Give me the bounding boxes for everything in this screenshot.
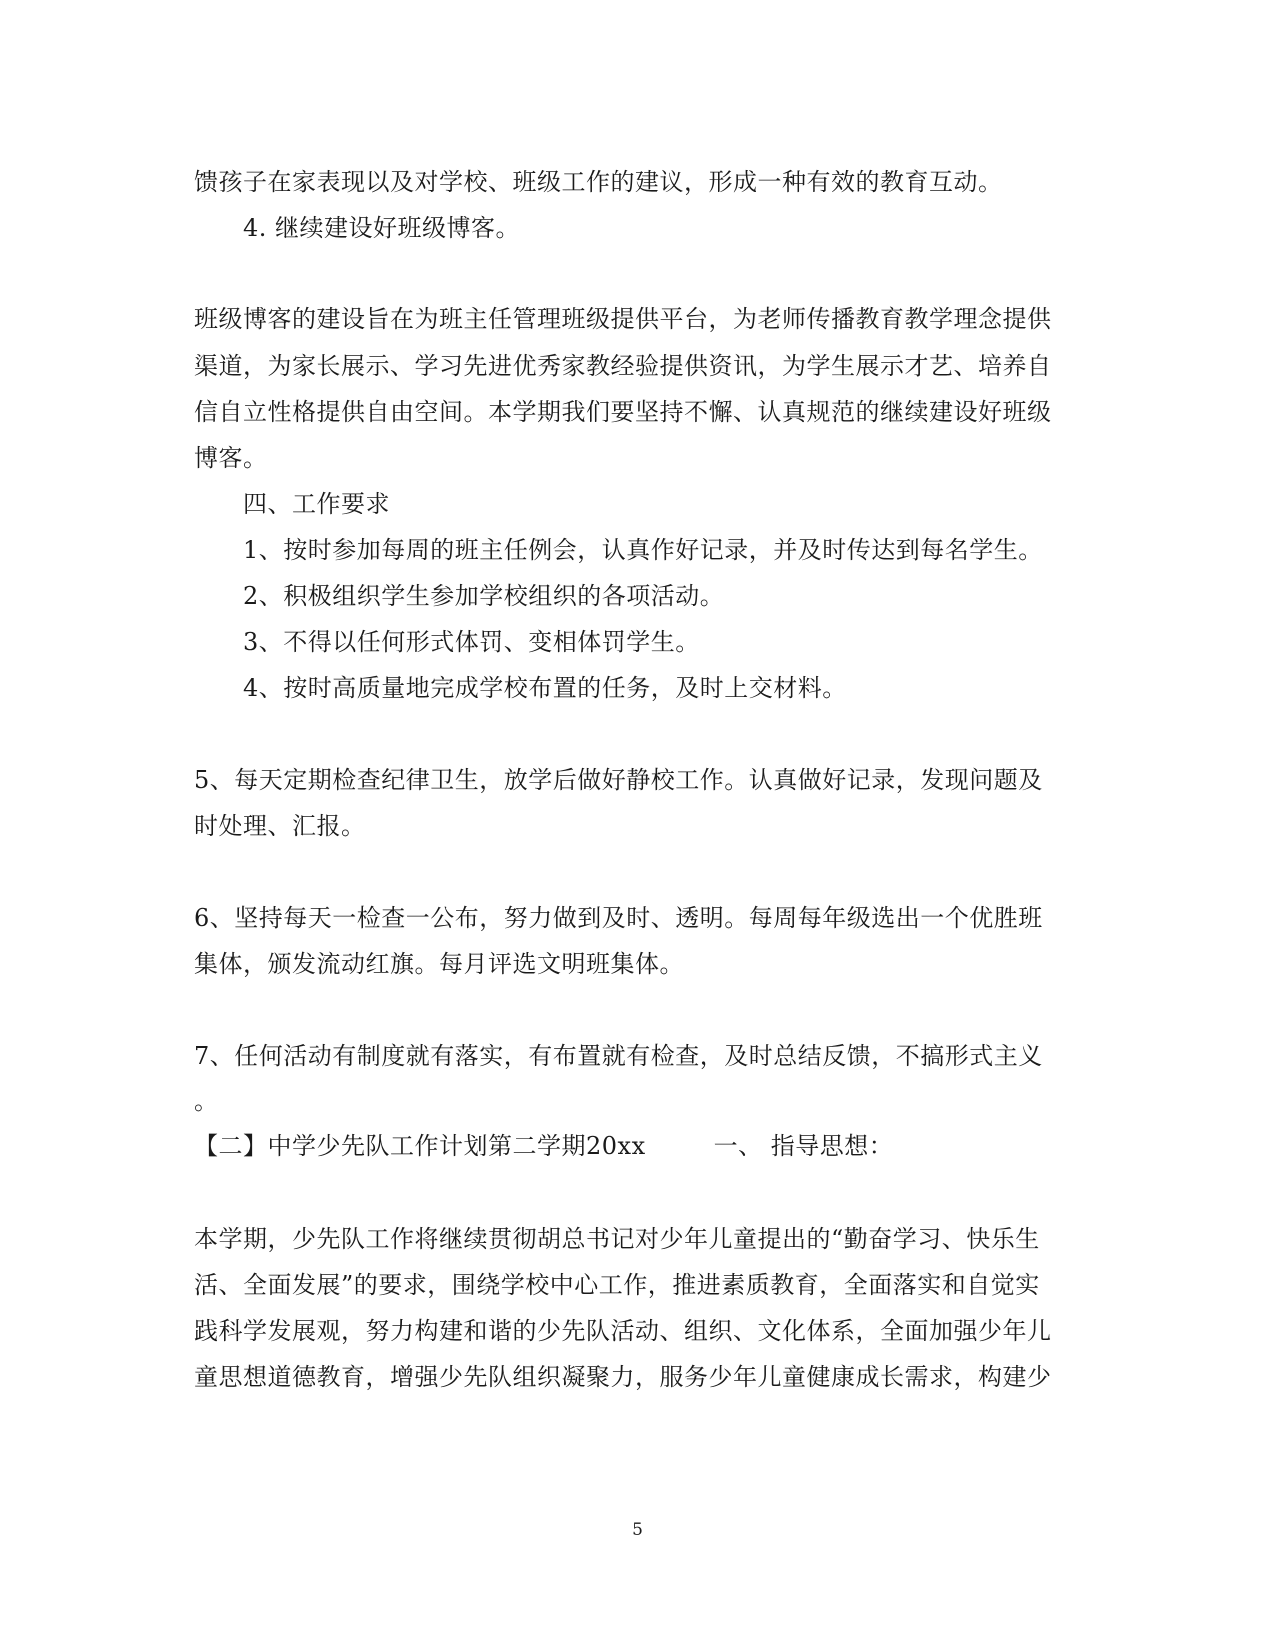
paragraph-line: 践科学发展观，努力构建和谐的少先队活动、组织、文化体系，全面加强少年儿 [194, 1317, 1052, 1345]
list-item: 5、每天定期检查纪律卫生，放学后做好静校工作。认真做好记录，发现问题及 [194, 766, 1043, 794]
section-subheading: 一、 指导思想： [713, 1132, 894, 1160]
list-item: 4、按时高质量地完成学校布置的任务，及时上交材料。 [243, 674, 847, 702]
paragraph-line: 渠道，为家长展示、学习先进优秀家教经验提供资讯，为学生展示才艺、培养自 [194, 352, 1052, 380]
paragraph-line: 活、全面发展”的要求，围绕学校中心工作，推进素质教育，全面落实和自觉实 [194, 1271, 1040, 1299]
list-item: 1、按时参加每周的班主任例会，认真作好记录，并及时传达到每名学生。 [243, 536, 1043, 564]
paragraph-line: 本学期，少先队工作将继续贯彻胡总书记对少年儿童提出的“勤奋学习、快乐生 [194, 1225, 1040, 1253]
list-item: 6、坚持每天一检查一公布，努力做到及时、透明。每周每年级选出一个优胜班 [194, 904, 1043, 932]
page-number: 5 [632, 1520, 643, 1540]
list-item: 3、不得以任何形式体罚、变相体罚学生。 [243, 628, 700, 656]
paragraph-line: 博客。 [194, 444, 268, 472]
section-title: 【二】中学少先队工作计划第二学期20xx [194, 1132, 646, 1160]
list-item: 2、积极组织学生参加学校组织的各项活动。 [243, 582, 725, 610]
paragraph-line: 馈孩子在家表现以及对学校、班级工作的建议，形成一种有效的教育互动。 [194, 168, 1003, 196]
section-heading: 四、工作要求 [243, 490, 390, 518]
list-item-continuation: 时处理、汇报。 [194, 812, 366, 840]
paragraph-line: 童思想道德教育，增强少先队组织凝聚力，服务少年儿童健康成长需求，构建少 [194, 1363, 1052, 1391]
list-heading: 4. 继续建设好班级博客。 [243, 214, 521, 242]
list-item-continuation: 。 [194, 1087, 219, 1115]
paragraph-line: 班级博客的建设旨在为班主任管理班级提供平台，为老师传播教育教学理念提供 [194, 305, 1052, 333]
section-heading-line [194, 1131, 893, 1161]
list-item-continuation: 集体，颁发流动红旗。每月评选文明班集体。 [194, 950, 684, 978]
list-item: 7、任何活动有制度就有落实，有布置就有检查，及时总结反馈，不搞形式主义 [194, 1042, 1043, 1070]
paragraph-line: 信自立性格提供自由空间。本学期我们要坚持不懈、认真规范的继续建设好班级 [194, 398, 1052, 426]
